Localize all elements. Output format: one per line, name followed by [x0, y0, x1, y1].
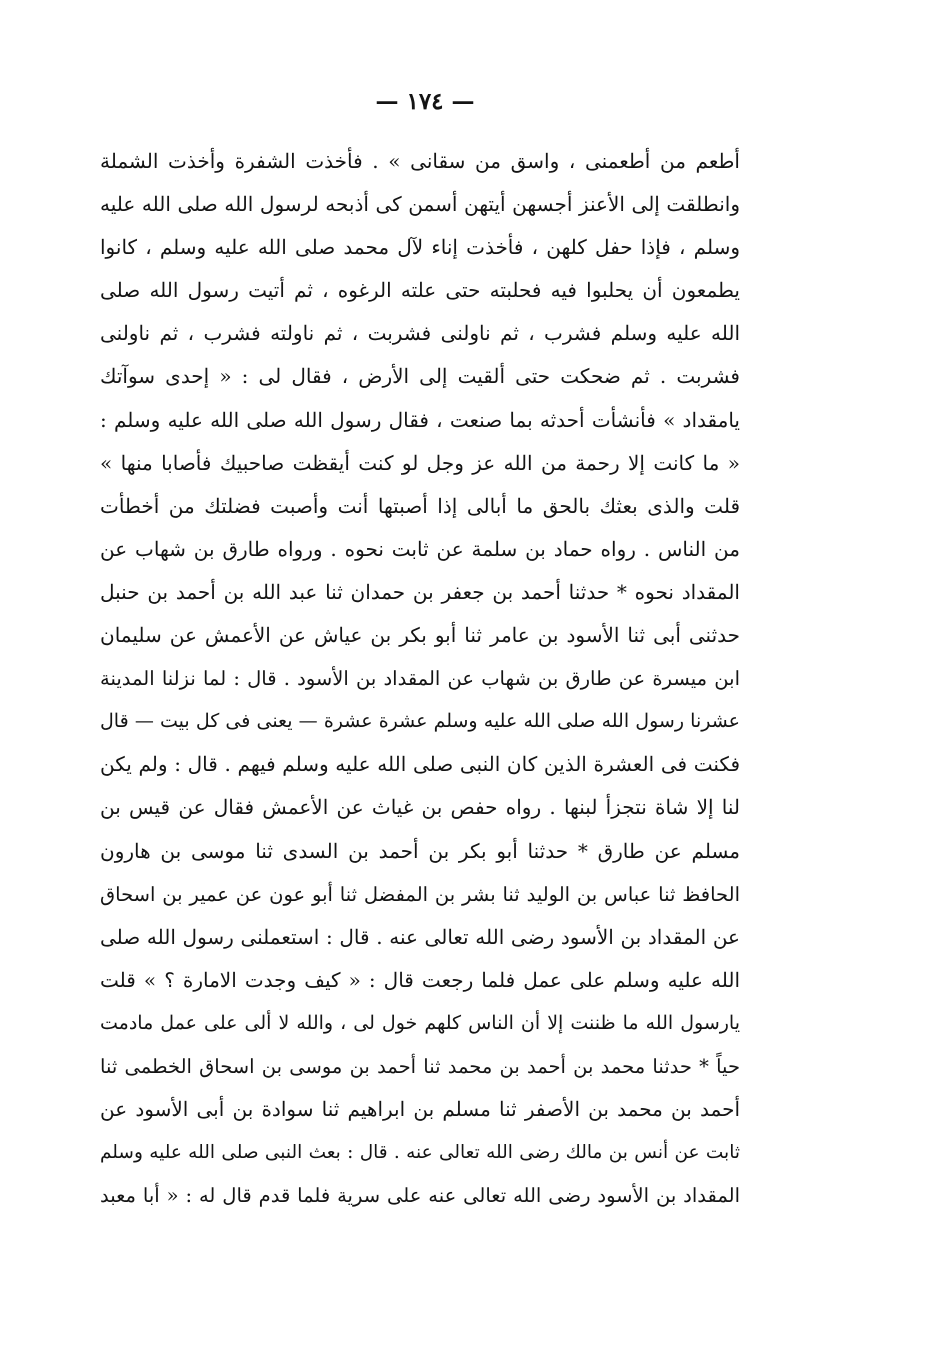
text-line: أطعم من أطعمنى ، واسق من سقانى » . فأخذت الشفرة وأخذت الشملة: [100, 149, 740, 173]
text-line: لنا إلا شاة نتجزأ لبنها . رواه حفص بن غياث عن الأعمش فقال عن قيس بن: [100, 795, 740, 820]
text-line: يارسول الله ما ظننت إلا أن الناس كلهم خول لى ، والله لا ألى على عمل مادمت: [100, 1011, 740, 1034]
text-line: الحافظ ثنا عباس بن الوليد ثنا بشر بن المفضل ثنا أبو عون عن عمير بن اسحاق: [100, 882, 740, 906]
text-line: عن المقداد بن الأسود رضى الله تعالى عنه . قال : استعملنى رسول الله صلى: [100, 924, 740, 949]
text-line: يطمعون أن يحلبوا فيه فحلبته حتى علته الرغوه ، ثم أتيت رسول الله صلى: [100, 278, 740, 303]
text-line: يامقداد » فأنشأت أحدثه بما صنعت ، فقال رسول الله صلى الله عليه وسلم :: [100, 407, 740, 432]
text-line: وسلم ، فإذا حفل كلهن ، فأخذت إناء لآل محمد صلى الله عليه وسلم ، كانوا: [100, 235, 740, 260]
text-line: الله عليه وسلم على عمل فلما رجعت قال : « كيف وجدت الامارة ؟ » قلت: [100, 967, 740, 992]
text-line: فكنت فى العشرة الذين كان النبى صلى الله عليه وسلم فيهم . قال : ولم يكن: [100, 752, 740, 777]
text-line: الله عليه وسلم فشرب ، ثم ناولنى فشربت ، ثم ناولته فشرب ، ثم ناولنى: [100, 321, 740, 346]
text-line: وانطلقت إلى الأعنز أجسهن أيتهن أسمن كى أذبحه لرسول الله صلى الله عليه: [100, 192, 740, 217]
text-line: ابن ميسرة عن طارق بن شهاب عن المقداد بن الأسود . قال : لما نزلنا المدينة: [100, 667, 740, 691]
page-number: — ١٧٤ —: [375, 88, 475, 115]
text-line: « ما كانت إلا رحمة من الله عز وجل لو كنت أيقظت صاحبيك فأصابا منها »: [100, 450, 740, 475]
text-line: المقداد نحوه * حدثنا أحمد بن جعفر بن حمدان ثنا عبد الله بن أحمد بن حنبل: [100, 579, 740, 604]
text-line: فشربت . ثم ضحكت حتى ألقيت إلى الأرض ، فقال لى : « إحدى سوآتك: [100, 364, 740, 389]
body-text: [100, 140, 740, 1217]
text-line: عشرنا رسول الله صلى الله عليه وسلم عشرة عشرة — يعنى فى كل بيت — قال: [100, 710, 740, 733]
text-line: قلت والذى بعثك بالحق ما أبالى إذا أصبتها أنت وأصبت فضلتك من أخطأت: [100, 493, 740, 518]
text-line: حياً * حدثنا محمد بن أحمد بن محمد ثنا أحمد بن موسى بن اسحاق الخطمى ثنا: [100, 1054, 740, 1078]
text-line: أحمد بن محمد بن الأصفر ثنا مسلم بن ابراهيم ثنا سوادة بن أبى الأسود عن: [100, 1097, 740, 1122]
text-line: مسلم عن طارق * حدثنا أبو بكر بن أحمد بن السدى ثنا موسى بن هارون: [100, 838, 740, 863]
text-line: المقداد بن الأسود رضى الله تعالى عنه على سرية فلما قدم قال له : « أبا معبد: [100, 1184, 740, 1208]
text-line: من الناس . رواه حماد بن سلمة عن ثابت نحوه . ورواه طارق بن شهاب عن: [100, 536, 740, 561]
text-line: ثابت عن أنس بن مالك رضى الله تعالى عنه . قال : بعث النبى صلى الله عليه وسلم: [100, 1142, 740, 1164]
text-line: حدثنى أبى ثنا الأسود بن عامر ثنا أبو بكر بن عياش عن الأعمش عن سليمان: [100, 623, 740, 648]
